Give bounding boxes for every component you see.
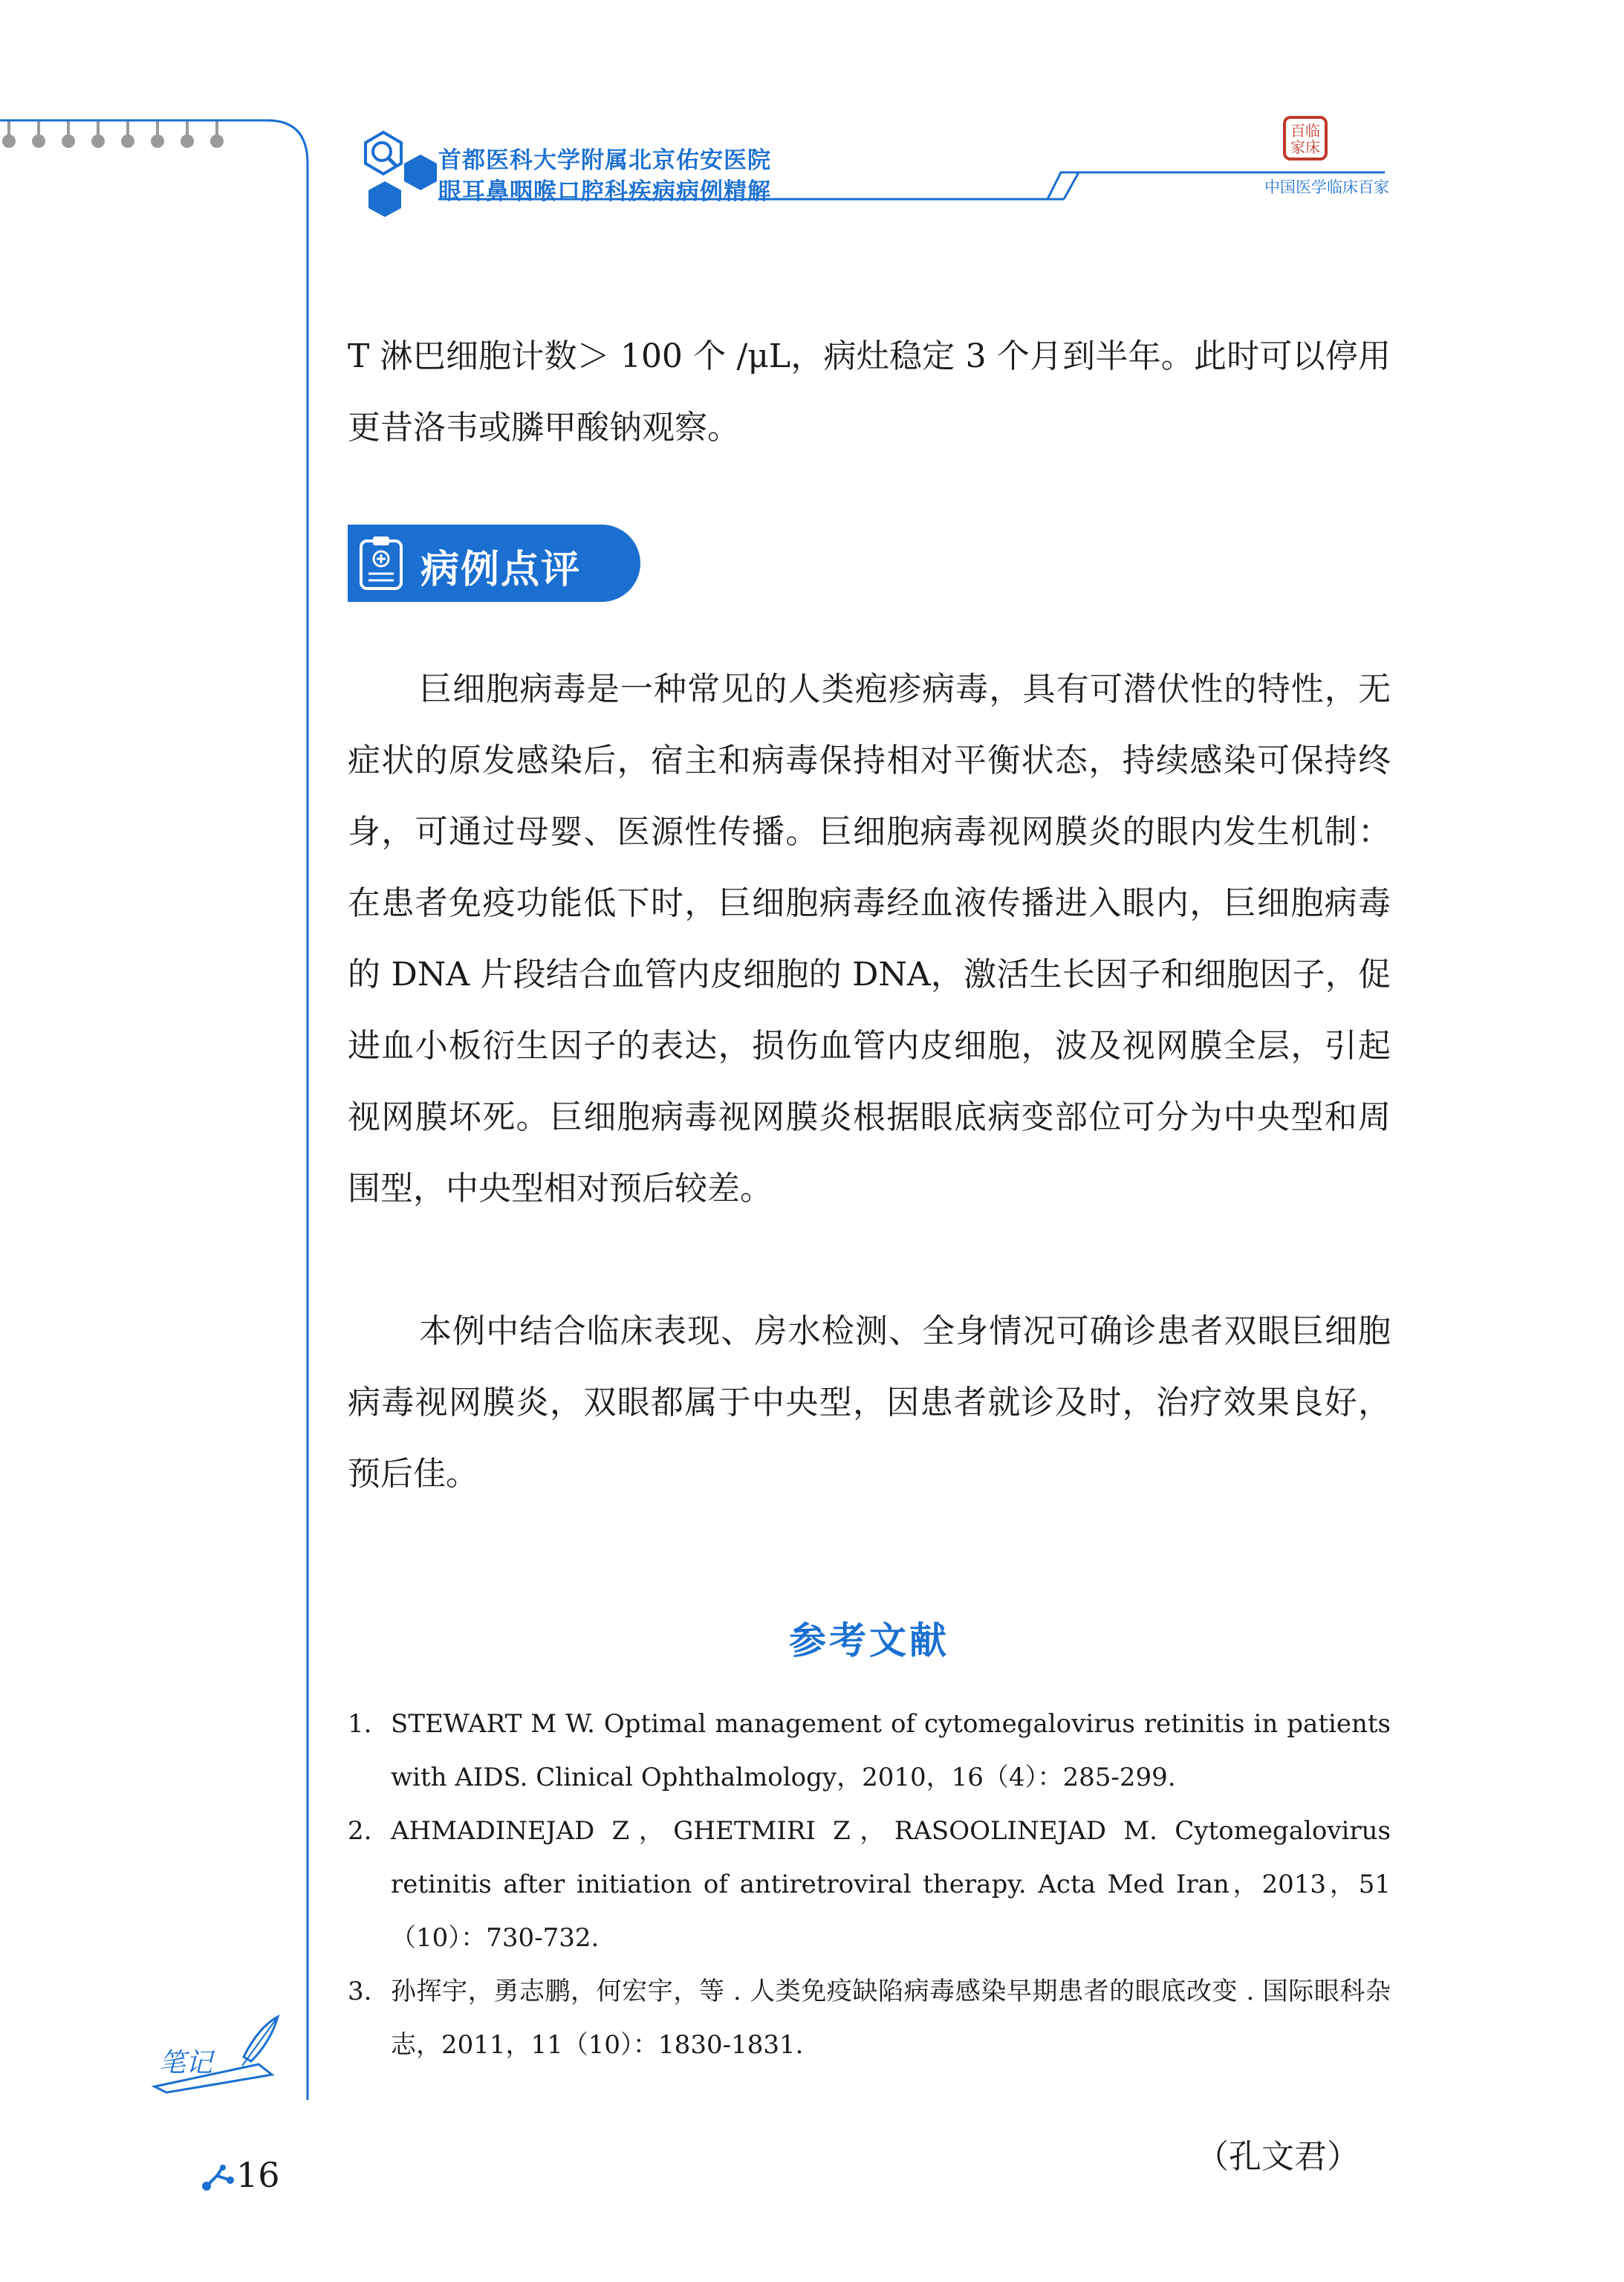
reference-item <box>348 1697 1391 1804</box>
notes-label: 笔记 <box>159 2048 213 2078</box>
binding-rings-decoration <box>0 117 245 155</box>
section-badge <box>348 525 640 602</box>
header-title-line2: 眼耳鼻咽喉口腔科疾病病例精解 <box>438 178 771 205</box>
molecule-icon <box>199 2164 236 2194</box>
reference-item <box>348 1804 1391 1965</box>
clipboard-icon <box>357 534 406 593</box>
header-title-line1: 首都医科大学附属北京佑安医院 <box>438 147 771 174</box>
series-name: 中国医学临床百家 <box>1264 178 1389 196</box>
reference-item <box>348 1965 1391 2072</box>
reference-number: 3. <box>348 1977 372 2006</box>
body-paragraph-continued: T 淋巴细胞计数＞ 100 个 /μL，病灶稳定 3 个月到半年。此时可以停用更昔洛韦或膦甲酸钠观察。 <box>348 337 1391 447</box>
reference-number: 2. <box>348 1816 372 1846</box>
page-number: 16 <box>236 2155 280 2195</box>
reference-number: 1. <box>348 1709 372 1739</box>
reference-text: AHMADINEJAD Z，GHETMIRI Z，RASOOLINEJAD M. Cytomegalovirus retinitis after initiation of antiretroviral therapy. Acta Med Iran，2013，51（10）：730-732. <box>391 1816 1391 1953</box>
commentary-paragraph-2: 本例中结合临床表现、房水检测、全身情况可确诊患者双眼巨细胞病毒视网膜炎，双眼都属于中央型，因患者就诊及时，治疗效果良好，预后佳。 <box>348 1312 1391 1493</box>
commentary-paragraph-1: 巨细胞病毒是一种常见的人类疱疹病毒，具有可潜伏性的特性，无症状的原发感染后，宿主和病毒保持相对平衡状态，持续感染可保持终身，可通过母婴、医源性传播。巨细胞病毒视网膜炎的眼内发生机制：在患者免疫功能低下时，巨细胞病毒经血液传播进入眼内，巨细胞病毒的 DNA 片段结合血管内皮细胞的 DNA，激活生长因子和细胞因子，促进血小板衍生因子的表达，损伤血管内皮细胞，波及视网膜全层，引起视网膜坏死。巨细胞病毒视网膜炎根据眼底病变部位可分为中央型和周围型，中央型相对预后较差。 <box>348 670 1391 1208</box>
section-title: 病例点评 <box>420 548 582 592</box>
reference-text: 孙挥宇，勇志鹏，何宏宇，等 . 人类免疫缺陷病毒感染早期患者的眼底改变 . 国际眼科杂志，2011，11（10）：1830-1831. <box>391 1977 1391 2060</box>
seal-text-bottom: 家床 <box>1290 138 1320 156</box>
author-credit: （孔文君） <box>1196 2138 1360 2176</box>
references-heading: 参考文献 <box>789 1619 949 1662</box>
series-seal-icon <box>1282 115 1328 161</box>
hexagon-logo-icon <box>355 126 446 230</box>
reference-text: STEWART M W. Optimal management of cytomegalovirus retinitis in patients with AIDS. Clinical Ophthalmology，2010，16（4）：285-299. <box>391 1709 1391 1792</box>
seal-text-top: 百临 <box>1290 122 1320 140</box>
